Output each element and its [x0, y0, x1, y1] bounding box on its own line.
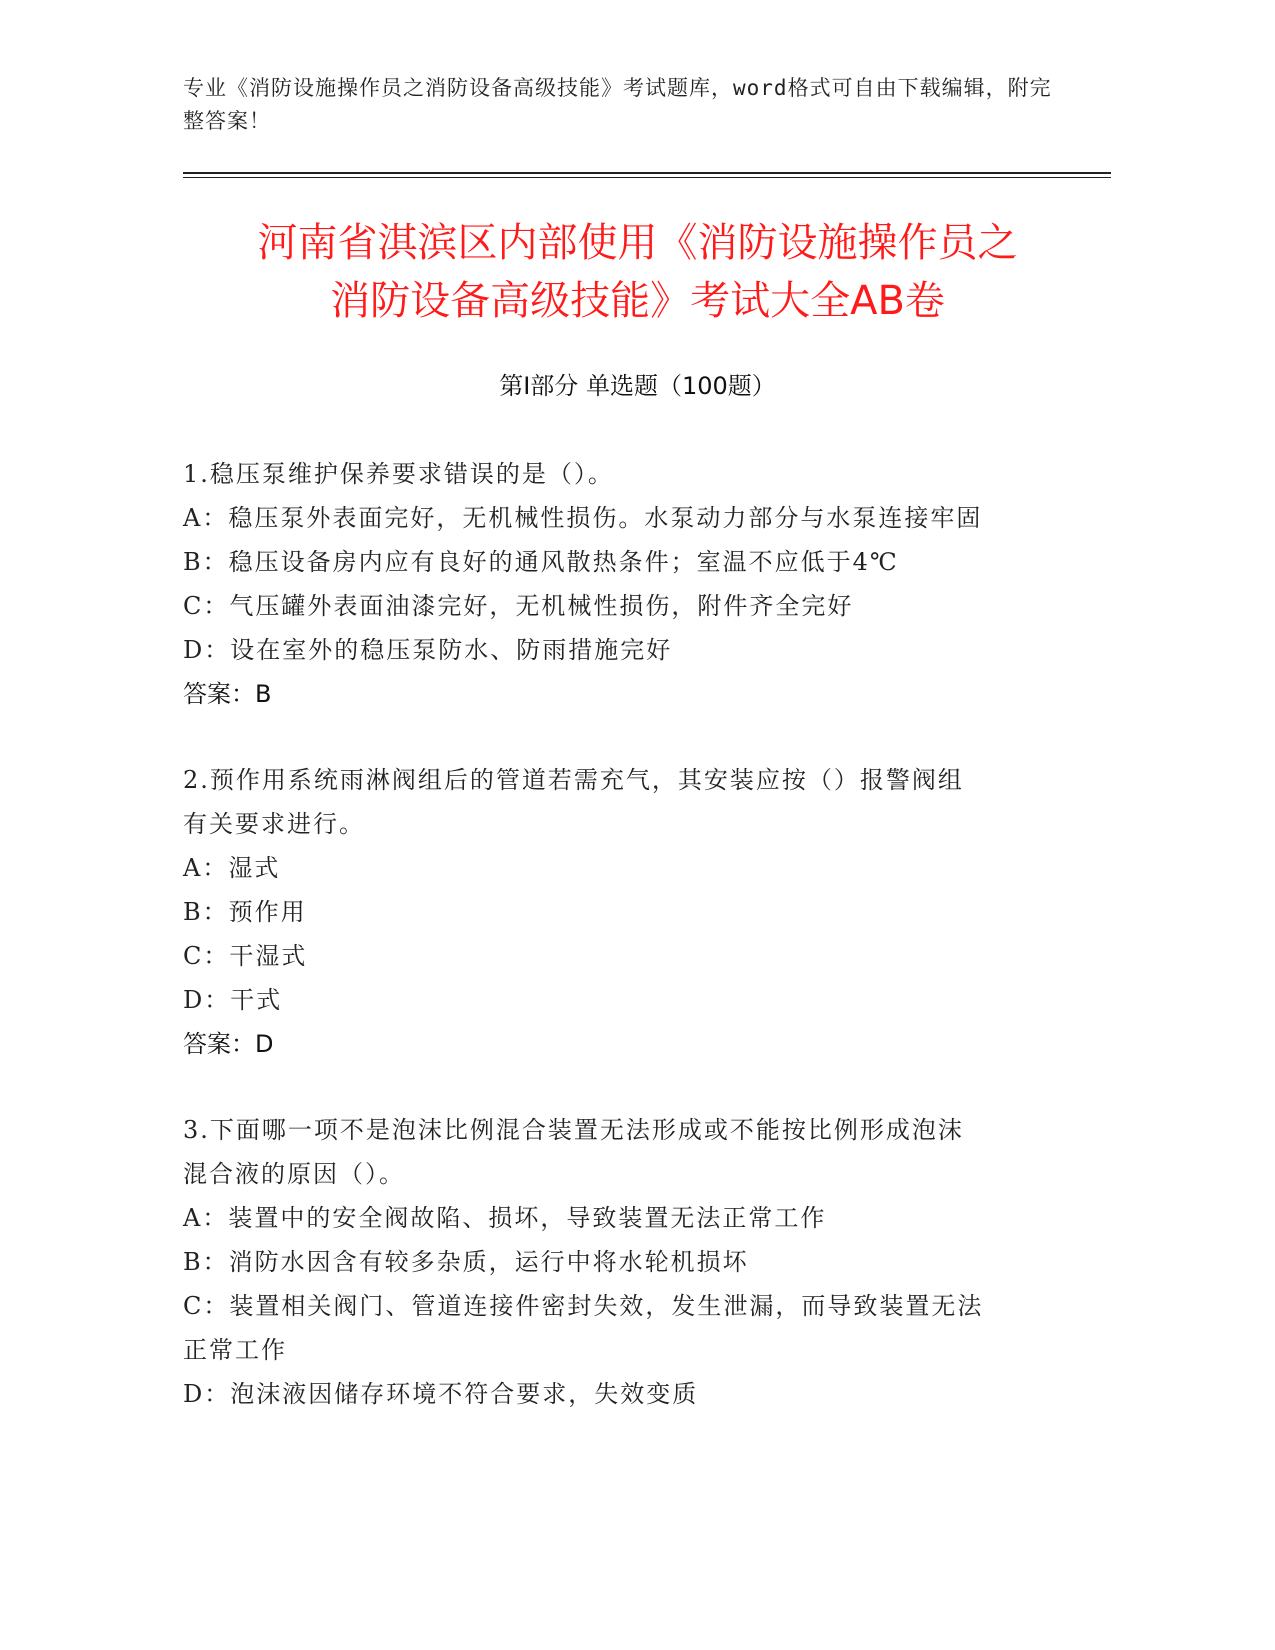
answer-option: A：装置中的安全阀故陷、损坏，导致装置无法正常工作	[183, 1204, 827, 1232]
question-stem: 1.稳压泵维护保养要求错误的是（）。	[183, 460, 614, 488]
question-item	[183, 758, 1053, 1066]
question-stem: 2.预作用系统雨淋阀组后的管道若需充气，其安装应按（）报警阀组	[183, 766, 964, 794]
question-item	[183, 452, 1053, 716]
document-title	[160, 214, 1115, 330]
answer-option: 正常工作	[183, 1336, 287, 1364]
answer-option: D：设在室外的稳压泵防水、防雨措施完好	[183, 636, 673, 664]
question-stem: 3.下面哪一项不是泡沫比例混合装置无法形成或不能按比例形成泡沫	[183, 1116, 964, 1144]
question-item	[183, 1108, 1053, 1416]
answer-option: D：泡沫液因储存环境不符合要求，失效变质	[183, 1380, 699, 1408]
section-title: 第Ⅰ部分 单选题（100题）	[499, 372, 776, 400]
question-list	[183, 452, 1053, 1458]
document-title-line-2: 消防设备高级技能》考试大全AB卷	[330, 278, 945, 324]
answer-option: A：湿式	[183, 854, 281, 882]
question-stem: 有关要求进行。	[183, 810, 365, 838]
answer-option: C：干湿式	[183, 942, 308, 970]
answer-key: 答案：D	[183, 1030, 274, 1058]
answer-key: 答案：B	[183, 680, 272, 708]
answer-option: B：稳压设备房内应有良好的通风散热条件；室温不应低于4℃	[183, 548, 899, 576]
answer-option: C：装置相关阀门、管道连接件密封失效，发生泄漏，而导致装置无法	[183, 1292, 984, 1320]
answer-option: B：预作用	[183, 898, 307, 926]
document-title-line-1: 河南省淇滨区内部使用《消防设施操作员之	[257, 220, 1018, 266]
answer-option: A：稳压泵外表面完好，无机械性损伤。水泵动力部分与水泵连接牢固	[183, 504, 983, 532]
answer-option: B：消防水因含有较多杂质，运行中将水轮机损坏	[183, 1248, 749, 1276]
header-divider	[183, 172, 1111, 178]
question-stem: 混合液的原因（）。	[183, 1160, 405, 1188]
answer-option: D：干式	[183, 986, 283, 1014]
header-note: 专业《消防设施操作员之消防设备高级技能》考试题库，word格式可自由下载编辑，附完整答案！	[183, 76, 1052, 133]
answer-option: C：气压罐外表面油漆完好，无机械性损伤，附件齐全完好	[183, 592, 854, 620]
